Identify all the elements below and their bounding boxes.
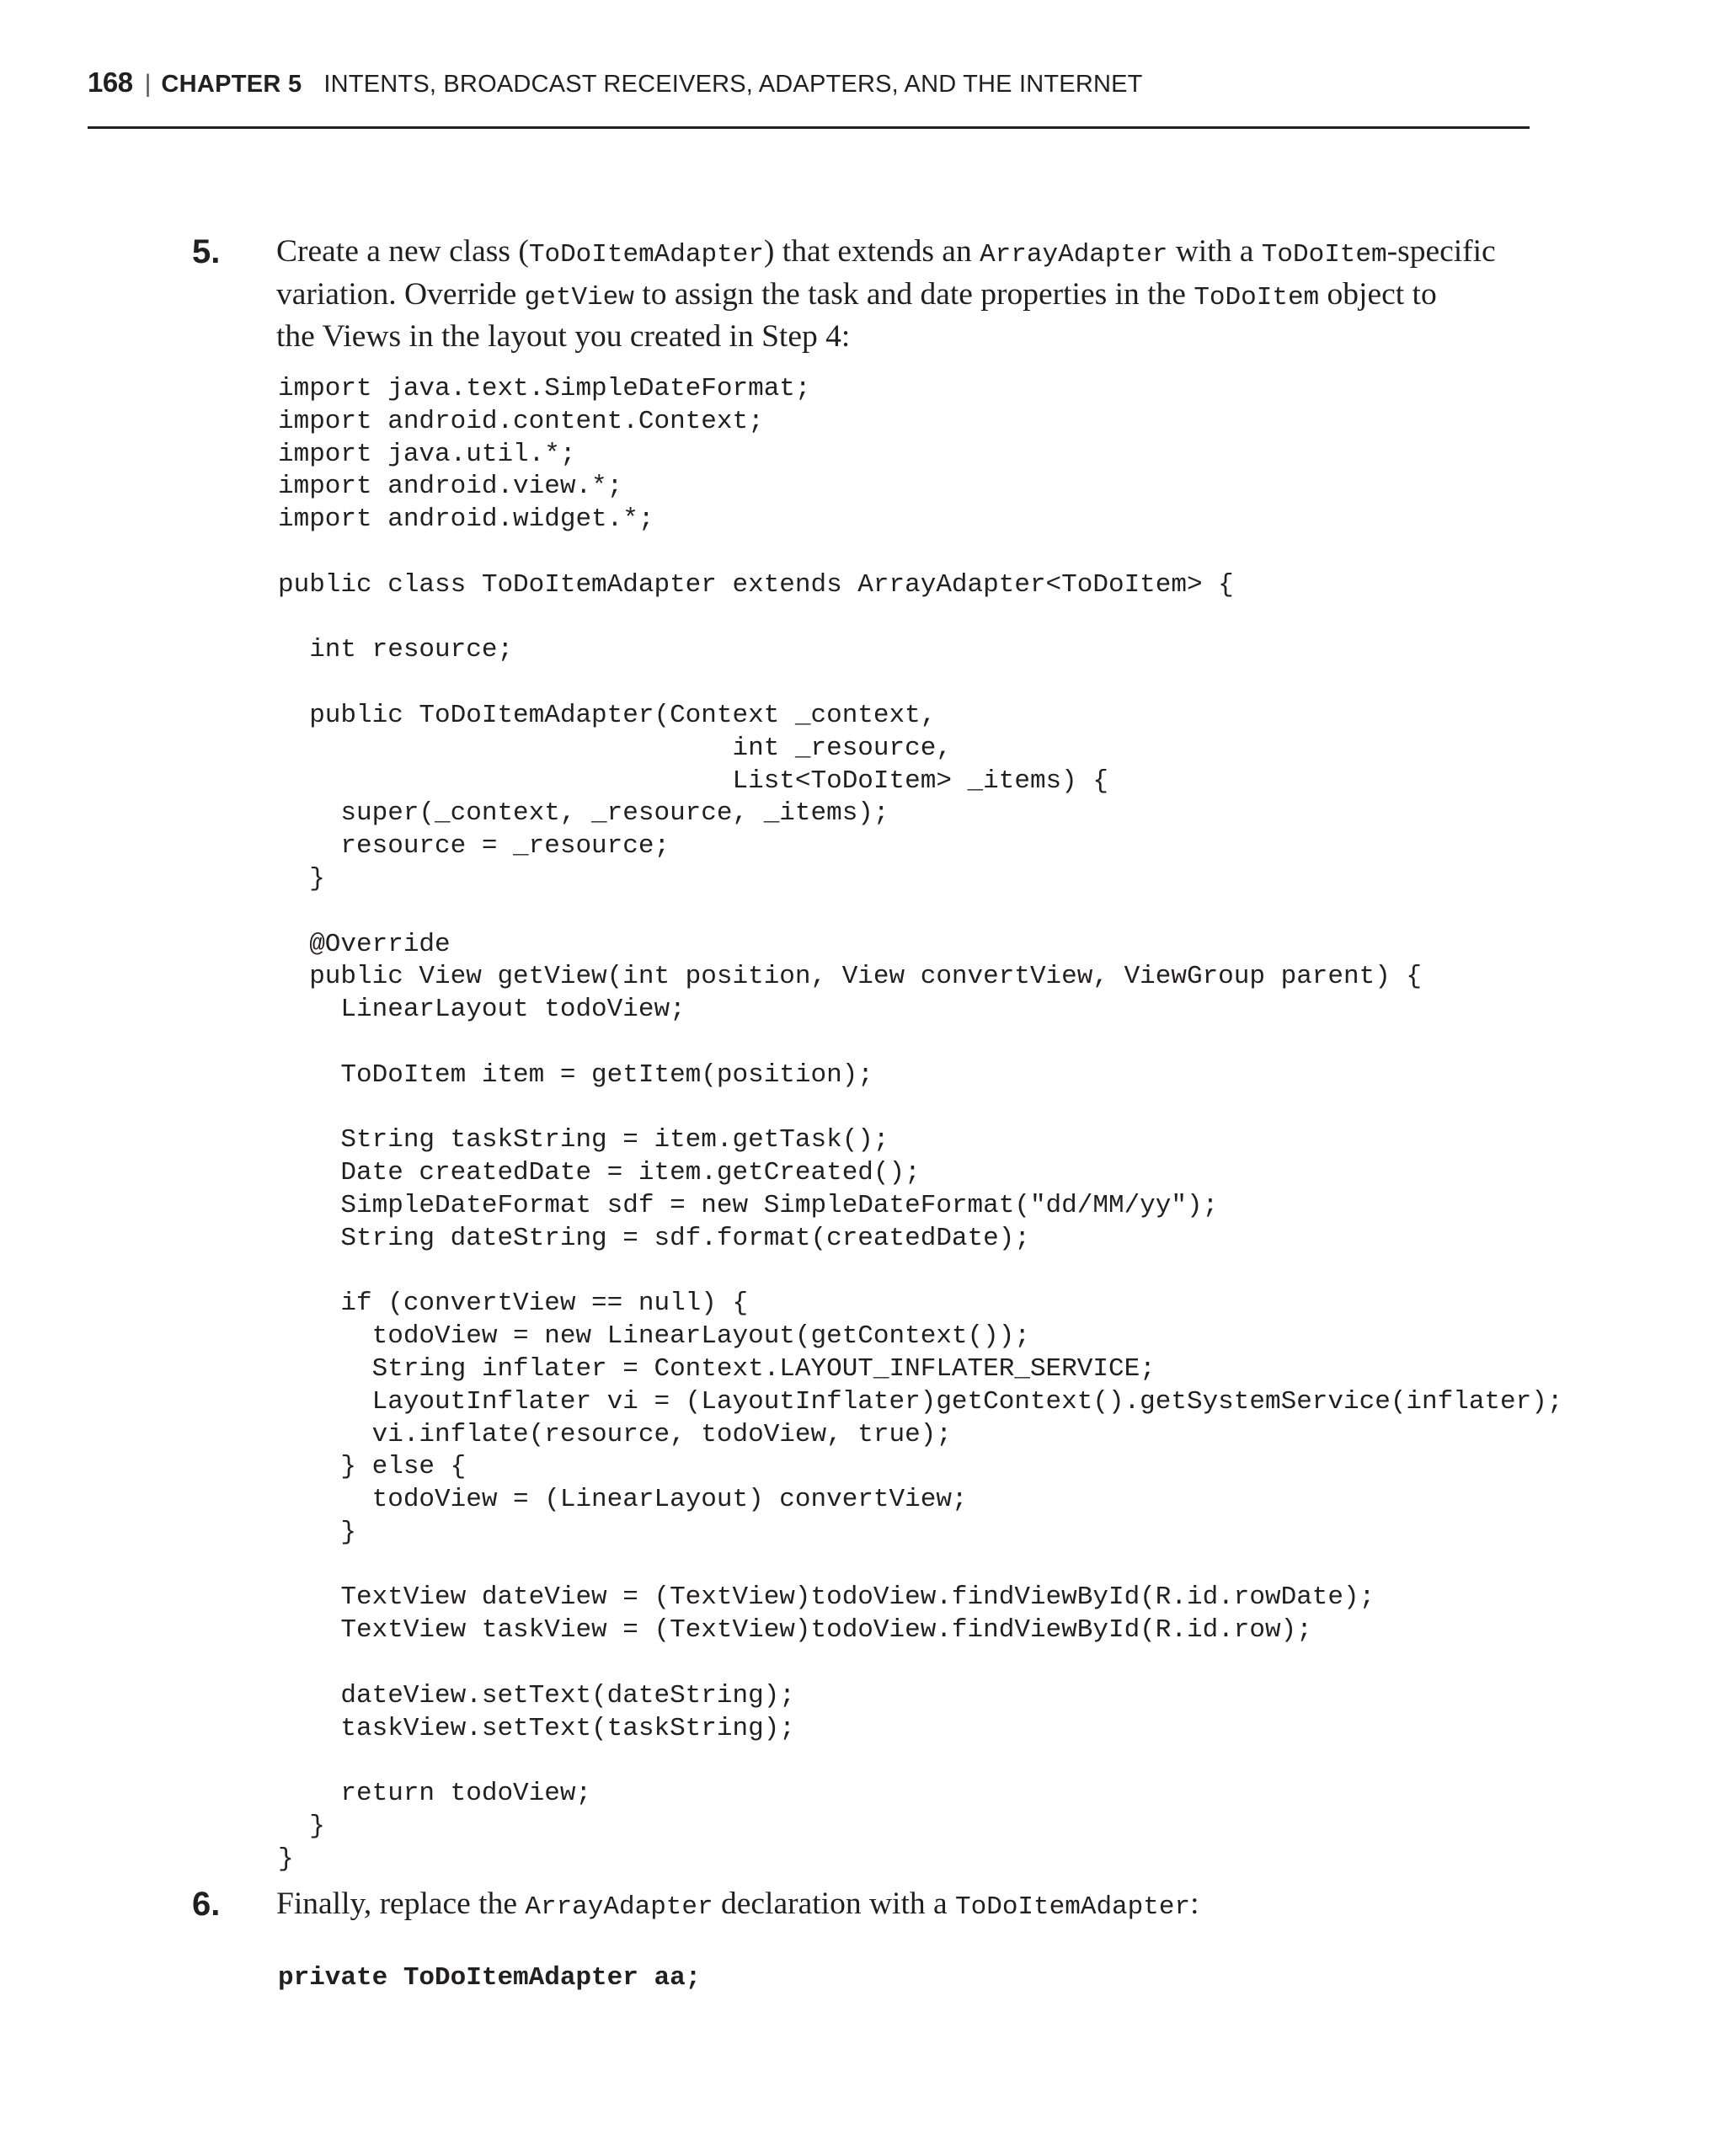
code-snippet: private ToDoItemAdapter aa;	[278, 1963, 702, 1993]
header-rule	[88, 126, 1530, 129]
instruction-text: Finally, replace the	[276, 1886, 526, 1921]
step-number: 6.	[192, 1886, 221, 1923]
instruction-text: :	[1190, 1886, 1199, 1921]
step-instruction	[276, 1885, 1540, 1928]
instruction-text: ) that extends an	[763, 234, 980, 269]
instruction-text: with a	[1167, 234, 1262, 269]
instruction-line	[276, 318, 1540, 357]
inline-code: ToDoItem	[1261, 240, 1387, 270]
instruction-text: object to	[1319, 276, 1437, 312]
instruction-text: -specific	[1386, 234, 1496, 269]
inline-code: ToDoItemAdapter	[528, 240, 764, 270]
code-listing: import java.text.SimpleDateFormat; import android.content.Context; import java.util.*; import android.view.*; import android.widget.*; public class ToDoItemAdapter extends ArrayAdapter<ToDoItem> { int resource; public ToDoItemAdapter(Context _context, int _resource, List<ToDoItem> _items) { super(_context, _resource, _items); resource = _resource; } @Override public View getView(int position, View convertView, ViewGroup parent) { LinearLayout todoView; ToDoItem item = getItem(position); String taskString = item.getTask(); Date createdDate = item.getCreated(); SimpleDateFormat sdf = new SimpleDateFormat("dd/MM/yy"); String dateString = sdf.format(createdDate); if (convertView == null) { todoView = new LinearLayout(getContext()); String inflater = Context.LAYOUT_INFLATER_SERVICE; LayoutInflater vi = (LayoutInflater)getContext().getSystemService(inflater); vi.inflate(resource, todoView, true); } else { todoView = (LinearLayout) convertView; } TextView dateView = (TextView)todoView.findViewById(R.id.rowDate); TextView taskView = (TextView)todoView.findViewById(R.id.row); dateView.setText(dateString); taskView.setText(taskString); return todoView; } }	[278, 374, 1563, 1874]
step-number: 5.	[192, 233, 221, 270]
inline-code: ToDoItem	[1194, 282, 1320, 312]
inline-code: ArrayAdapter	[980, 240, 1168, 270]
instruction-line	[276, 1885, 1540, 1928]
inline-code: getView	[524, 282, 634, 312]
page-number: 168	[88, 67, 133, 98]
instruction-text: the Views in the layout you created in Step 4:	[276, 319, 851, 354]
instruction-text: Create a new class (	[276, 234, 529, 269]
running-header	[88, 66, 1530, 99]
instruction-text: to assign the task and date properties in the	[633, 276, 1194, 312]
step-instruction	[276, 232, 1540, 357]
instruction-line	[276, 232, 1540, 275]
instruction-line	[276, 275, 1540, 318]
inline-code: ArrayAdapter	[525, 1892, 713, 1922]
chapter-label: CHAPTER 5	[161, 71, 302, 98]
instruction-text: variation. Override	[276, 276, 525, 312]
chapter-title: INTENTS, BROADCAST RECEIVERS, ADAPTERS, AND THE INTERNET	[323, 71, 1143, 98]
instruction-text: declaration with a	[713, 1886, 956, 1921]
inline-code: ToDoItemAdapter	[955, 1892, 1191, 1922]
header-separator: |	[144, 70, 152, 98]
